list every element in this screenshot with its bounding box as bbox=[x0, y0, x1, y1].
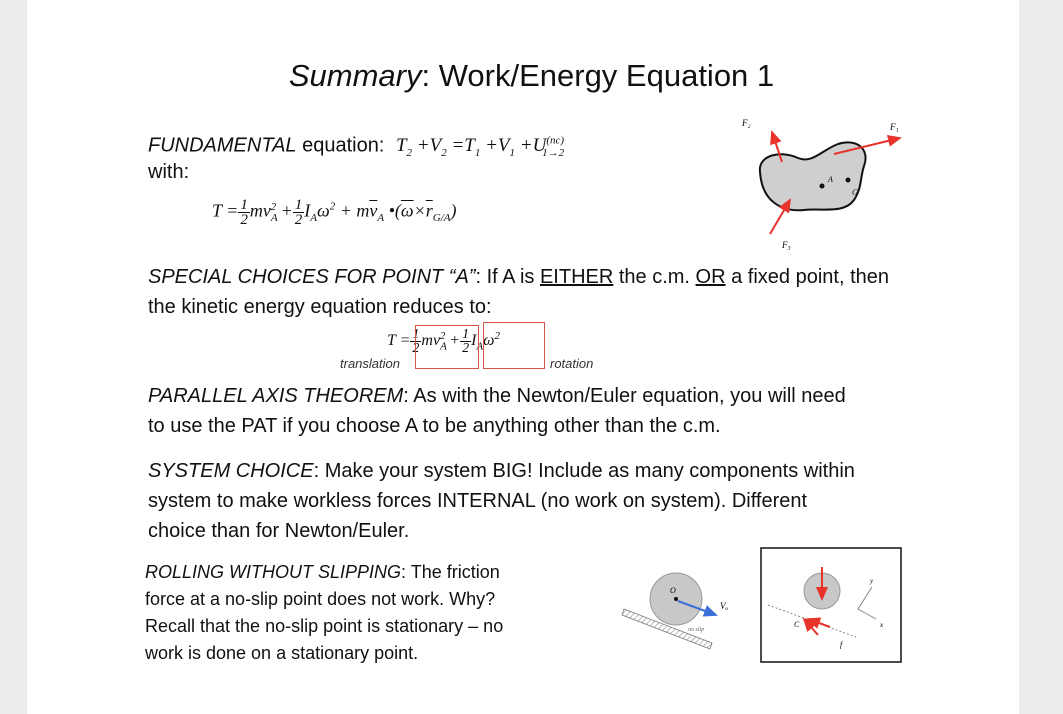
special-line-2: the kinetic energy equation reduces to: bbox=[148, 296, 492, 318]
special-text2: the c.m. bbox=[613, 266, 696, 288]
label-o: O bbox=[670, 586, 676, 595]
label-f2: F₂ bbox=[742, 118, 751, 128]
label-vo: Vₒ bbox=[720, 601, 729, 611]
pat-line-2: to use the PAT if you choose A to be anything other than the c.m. bbox=[148, 415, 721, 437]
fundamental-line bbox=[148, 126, 564, 168]
rotation-label: rotation bbox=[550, 356, 594, 371]
title-rest: : Work/Energy Equation 1 bbox=[421, 58, 775, 93]
label-x: x bbox=[880, 621, 884, 629]
system-lead: SYSTEM CHOICE bbox=[148, 460, 314, 482]
special-either: EITHER bbox=[539, 266, 614, 288]
frac-rotation: $\frac{1}{2}$ bbox=[462, 327, 470, 356]
rolling-lead: ROLLING WITHOUT SLIPPING bbox=[145, 562, 402, 582]
pat-lead: PARALLEL AXIS THEOREM bbox=[148, 385, 404, 407]
label-f3: F₃ bbox=[782, 240, 791, 250]
fundamental-equation: $T_2 +V_2 =T_1 +V_1 +U^{(nc)}_{1\to 2}$ bbox=[395, 135, 565, 160]
rolling-line-1 bbox=[145, 559, 503, 586]
system-line-2: system to make workless forces INTERNAL (no work on system). Different bbox=[148, 490, 808, 512]
rolling-block bbox=[145, 559, 503, 667]
rolling-disk-figure bbox=[620, 565, 750, 655]
disk-center-dot bbox=[674, 597, 678, 601]
label-f1: F₁ bbox=[890, 122, 899, 132]
rolling-text1: : The friction bbox=[401, 562, 500, 582]
frac-half-1: $\frac{1}{2}$ bbox=[240, 197, 248, 228]
frac-translation: $\frac{1}{2}$ bbox=[412, 327, 420, 356]
translation-box bbox=[415, 325, 479, 369]
system-line-3: choice than for Newton/Euler. bbox=[148, 520, 410, 542]
slide-title bbox=[0, 58, 1063, 94]
fundamental-after-label: equation: bbox=[296, 134, 385, 157]
point-g-dot bbox=[846, 178, 851, 183]
pat-line-1 bbox=[148, 381, 846, 411]
label-no-slip: no slip bbox=[688, 627, 705, 633]
title-italic: Summary bbox=[288, 58, 422, 93]
system-text1: : Make your system BIG! Include as many components within bbox=[313, 460, 855, 482]
rolling-line-2: force at a no-slip point does not work. Why? bbox=[145, 589, 496, 609]
special-text3: a fixed point, then bbox=[725, 266, 889, 288]
reduced-energy-equation: T = $\frac{1}{2}$ $mv_A^2$ + $\frac{1}{2}$ $I_A\omega^2$ bbox=[387, 327, 500, 356]
label-g: G bbox=[852, 188, 858, 197]
label-f: f bbox=[840, 640, 843, 649]
special-or: OR bbox=[695, 266, 726, 288]
rolling-line-3: Recall that the no-slip point is stationary – no bbox=[145, 616, 504, 636]
special-lead: SPECIAL CHOICES FOR POINT “A” bbox=[148, 266, 476, 288]
rotation-box bbox=[483, 322, 545, 369]
label-c: C bbox=[794, 620, 800, 629]
rolling-line-4: work is done on a stationary point. bbox=[145, 643, 419, 663]
label-a: A bbox=[828, 175, 833, 184]
kinetic-energy-equation: T = $\frac{1}{2}$ $mv_A^2$ + $\frac{1}{2}$ $I_A\omega^2 + m\overline{v}_A$ $•(\overline{\omega}\times\overline{r}_{G/A})$ bbox=[212, 197, 457, 228]
system-line-1 bbox=[148, 456, 855, 486]
point-a-dot bbox=[820, 184, 825, 189]
frac-half-2: $\frac{1}{2}$ bbox=[294, 197, 303, 228]
free-body-diagram bbox=[760, 547, 902, 663]
rigid-body-shape bbox=[760, 142, 866, 210]
translation-label: translation bbox=[340, 356, 400, 371]
with-label: with: bbox=[148, 161, 190, 183]
fundamental-label: FUNDAMENTAL bbox=[148, 134, 297, 157]
special-line-1 bbox=[148, 262, 889, 292]
label-y: y bbox=[870, 577, 874, 585]
pat-text1: : As with the Newton/Euler equation, you will need bbox=[403, 385, 846, 407]
rigid-body-figure bbox=[730, 110, 930, 260]
special-text1: : If A is bbox=[475, 266, 540, 288]
